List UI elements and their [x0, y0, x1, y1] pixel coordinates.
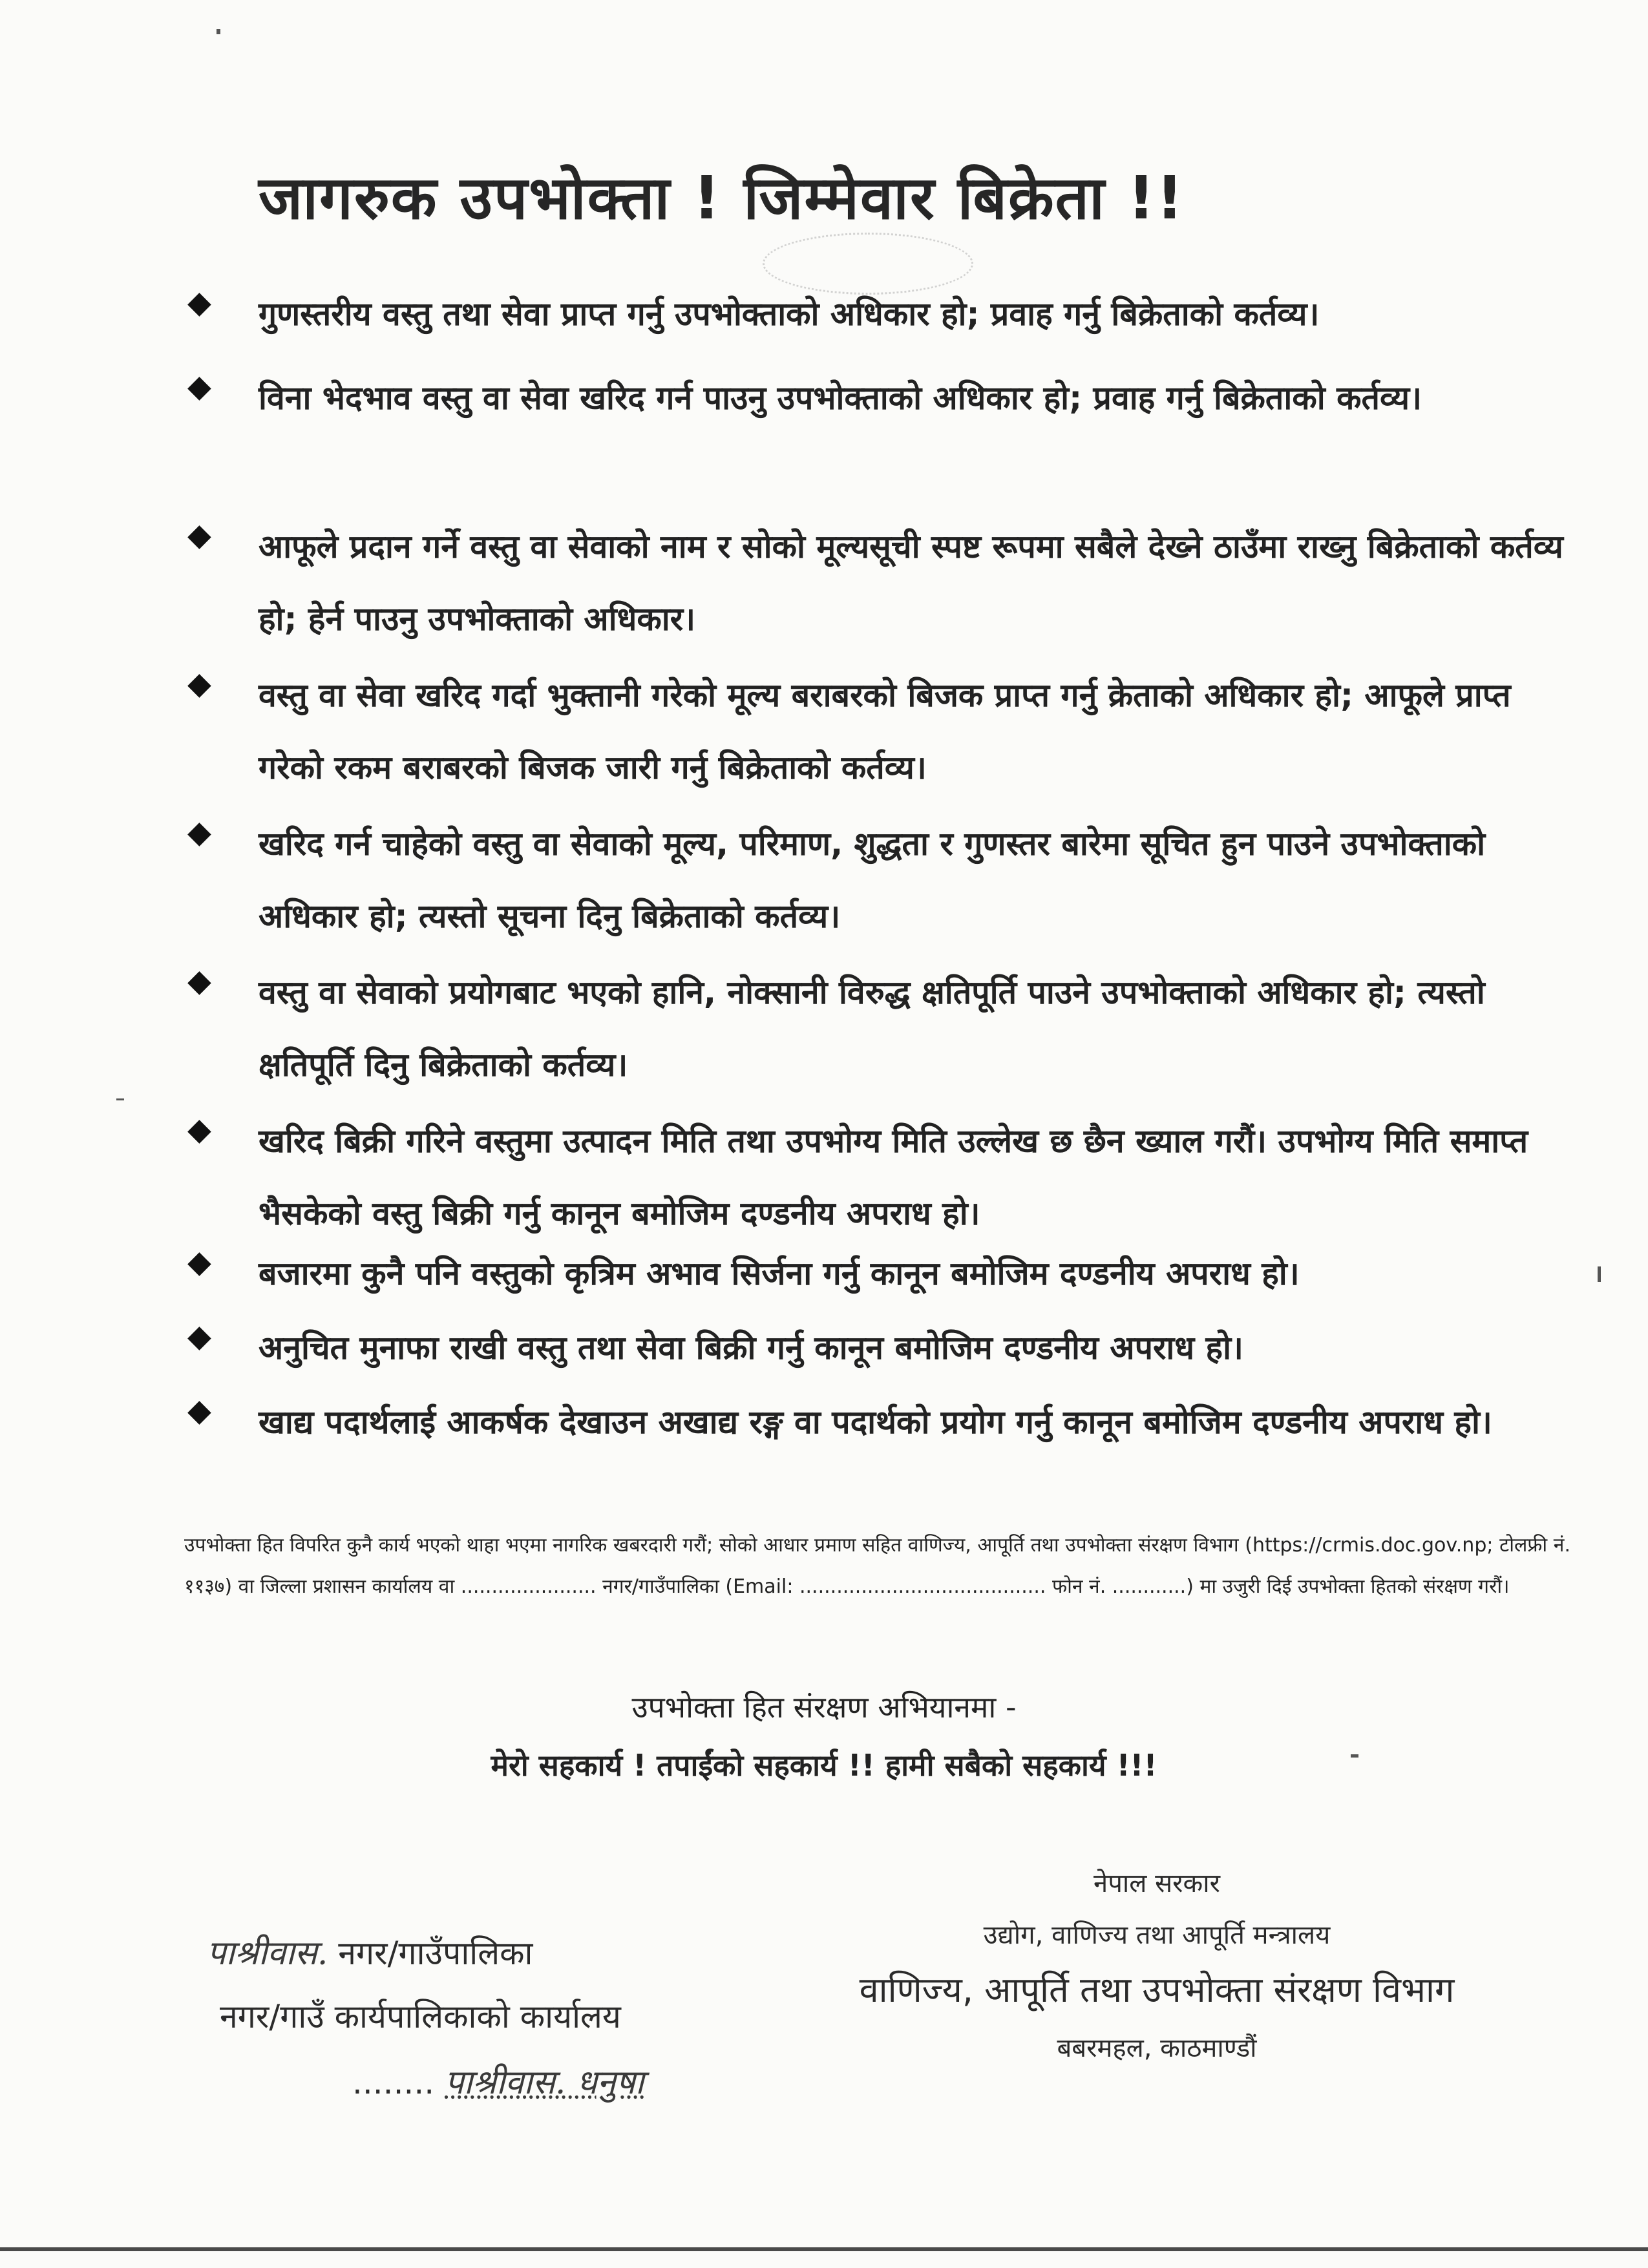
department-label: वाणिज्य, आपूर्ति तथा उपभोक्ता संरक्षण विभाग — [859, 1969, 1455, 2010]
diamond-bullet-icon: ◆ — [187, 1244, 211, 1280]
department-address: बबरमहल, काठमाण्डौं — [1057, 2033, 1257, 2063]
diamond-bullet-icon: ◆ — [187, 814, 211, 850]
bullet-text: अनुचित मुनाफा राखी वस्तु तथा सेवा बिक्री गर्नु कानून बमोजिम दण्डनीय अपराध हो। — [259, 1329, 1243, 1367]
handwritten-address: पाश्रीवास. धनुषा — [445, 2063, 644, 2102]
scan-speck — [116, 1098, 124, 1100]
scan-speck — [217, 29, 220, 34]
bullet-text: गुणस्तरीय वस्तु तथा सेवा प्राप्त गर्नु उपभोक्ताको अधिकार हो; प्रवाह गर्नु बिक्रेताको कर्तव्य। — [259, 295, 1320, 333]
ministry-label: उद्योग, वाणिज्य तथा आपूर्ति मन्त्रालय — [983, 1920, 1331, 1950]
bullet-text: बजारमा कुनै पनि वस्तुको कृत्रिम अभाव सिर्जना गर्नु कानून बमोजिम दण्डनीय अपराध हो। — [259, 1255, 1300, 1292]
executive-office-label: नगर/गाउँ कार्यपालिकाको कार्यालय — [220, 1998, 621, 2035]
diamond-bullet-icon: ◆ — [187, 1318, 211, 1354]
municipality-line — [207, 1929, 533, 1975]
campaign-slogan: मेरो सहकार्य ! तपाईंको सहकार्य !! हामी सबैको सहकार्य !!! — [491, 1748, 1157, 1783]
government-label: नेपाल सरकार — [1093, 1869, 1220, 1898]
complaint-note: उपभोक्ता हित विपरित कुनै कार्य भएको थाहा भएमा नागरिक खबरदारी गरौं; सोको आधार प्रमाण सहित वाणिज्य, आपूर्ति तथा उपभोक्ता संरक्षण विभाग (https://crmis.doc.gov.np; टोलफ्री नं. ११३७) वा जिल्ला प्रशासन कार्यालय वा ...................... नगर/गाउँपालिका (Email: ........................................ फोन नं. ............) मा उजुरी दिई उपभोक्ता हितको संरक्षण गरौं। — [184, 1534, 1570, 1598]
bullet-text: वस्तु वा सेवाको प्रयोगबाट भएको हानि, नोक्सानी विरुद्ध क्षतिपूर्ति पाउने उपभोक्ताको अधिकार हो; त्यस्तो क्षतिपूर्ति दिनु बिक्रेताको कर्तव्य। — [259, 974, 1485, 1084]
diamond-bullet-icon: ◆ — [187, 1111, 211, 1148]
bullet-text: वस्तु वा सेवा खरिद गर्दा भुक्तानी गरेको मूल्य बराबरको बिजक प्राप्त गर्नु क्रेताको अधिकार हो; आफूले प्राप्त गरेको रकम बराबरको बिजक जारी गर्नु बिक्रेताको कर्तव्य। — [259, 677, 1511, 786]
diamond-bullet-icon: ◆ — [187, 368, 211, 404]
bullet-text: खरिद बिक्री गरिने वस्तुमा उत्पादन मिति तथा उपभोग्य मिति उल्लेख छ छैन ख्याल गरौं। उपभोग्य मिति समाप्त भैसकेको वस्तु बिक्री गर्नु कानून बमोजिम दण्डनीय अपराध हो। — [259, 1122, 1528, 1232]
bullet-text: आफूले प्रदान गर्ने वस्तु वा सेवाको नाम र सोको मूल्यसूची स्पष्ट रूपमा सबैले देख्ने ठाउँमा राख्नु बिक्रेताको कर्तव्य हो; हेर्न पाउनु उपभोक्ताको अधिकार। — [259, 528, 1563, 638]
municipality-label: नगर/गाउँपालिका — [338, 1935, 533, 1972]
diamond-bullet-icon: ◆ — [187, 517, 211, 553]
diamond-bullet-icon: ◆ — [187, 666, 211, 702]
bullet-text: विना भेदभाव वस्तु वा सेवा खरिद गर्न पाउनु उपभोक्ताको अधिकार हो; प्रवाह गर्नु बिक्रेताको कर्तव्य। — [259, 379, 1422, 417]
scan-speck — [1598, 1266, 1601, 1282]
diamond-bullet-icon: ◆ — [187, 1392, 211, 1429]
campaign-line-1: उपभोक्ता हित संरक्षण अभियानमा - — [631, 1690, 1017, 1725]
diamond-bullet-icon: ◆ — [187, 284, 211, 320]
bullet-text: खरिद गर्न चाहेको वस्तु वा सेवाको मूल्य, परिमाण, शुद्धता र गुणस्तर बारेमा सूचित हुन पाउने उपभोक्ताको अधिकार हो; त्यस्तो सूचना दिनु बिक्रेताको कर्तव्य। — [259, 825, 1486, 935]
handwritten-municipality-name: पाश्रीवास. — [207, 1934, 328, 1973]
bullet-text: खाद्य पदार्थलाई आकर्षक देखाउन अखाद्य रङ्ग वा पदार्थको प्रयोग गर्नु कानून बमोजिम दण्डनीय अपराध हो। — [259, 1403, 1492, 1441]
diamond-bullet-icon: ◆ — [187, 963, 211, 999]
address-line — [352, 2058, 644, 2104]
notice-title: जागरुक उपभोक्ता ! जिम्मेवार बिक्रेता !! — [259, 163, 1185, 233]
address-dots: ........ — [352, 2064, 435, 2101]
page-bottom-border — [0, 2247, 1648, 2251]
